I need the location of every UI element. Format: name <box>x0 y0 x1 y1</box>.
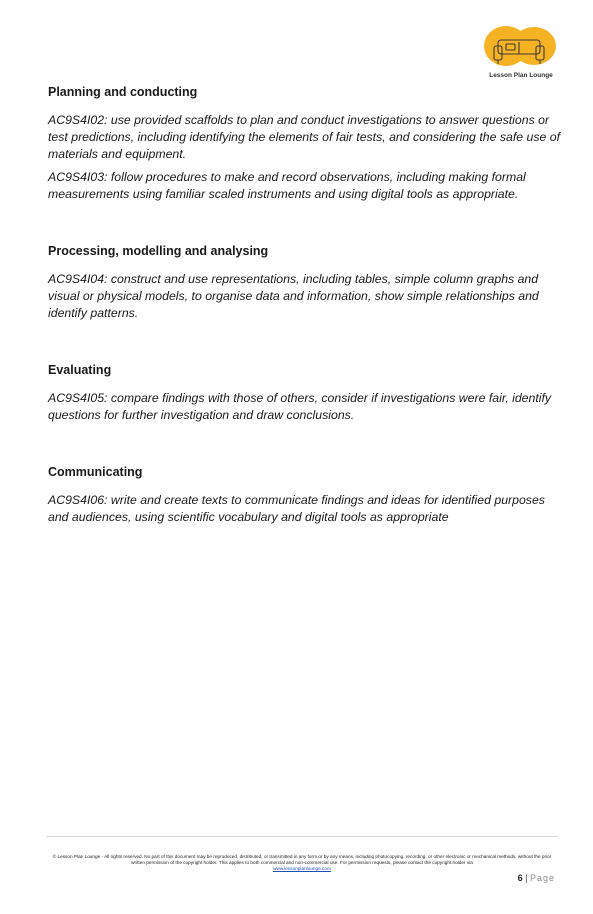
logo-text: Lesson Plan Lounge <box>489 72 553 79</box>
footer-divider <box>46 836 558 837</box>
page-number <box>518 873 555 883</box>
curriculum-code-paragraph: AC9S4I05: compare findings with those of others, consider if investigations were fair, identify questions for further investigation and draw conclusions. <box>48 391 552 422</box>
section-heading: Processing, modelling and analysing <box>48 244 269 258</box>
section-heading: Evaluating <box>48 363 112 377</box>
section-heading: Planning and conducting <box>48 85 198 99</box>
page-separator: | <box>525 873 528 883</box>
sofa-logo-icon <box>484 24 558 72</box>
website-link[interactable]: www.lessonplanlounge.com <box>273 866 331 872</box>
section-planning <box>48 84 560 203</box>
curriculum-code-paragraph: AC9S4I03: follow procedures to make and record observations, including making formal measurements using familiar scaled instruments and using digital tools as appropriate. <box>48 170 526 201</box>
footer-copyright <box>48 854 556 873</box>
copyright-text: © Lesson Plan Lounge - All rights reserved. No part of this document may be reproduced, distributed, or transmitted in any form or by any means, including photocopying, recording, or other electronic or mechanical methods, without the prior written permission of the copyright holder. This applies to both commercial and non-commercial use. For permission requests, please contact the copyright holder via <box>52 854 552 866</box>
section-heading: Communicating <box>48 465 143 479</box>
section-evaluating <box>48 362 560 424</box>
section-processing <box>48 243 560 322</box>
lesson-plan-lounge-logo <box>484 24 558 86</box>
page-label: Page <box>529 873 555 883</box>
curriculum-code-paragraph: AC9S4I06: write and create texts to communicate findings and ideas for identified purposes and audiences, using scientific vocabulary and digital tools as appropriate <box>48 493 545 524</box>
curriculum-code-paragraph: AC9S4I04: construct and use representations, including tables, simple column graphs and visual or physical models, to organise data and information, show simple relationships and identify patterns. <box>48 272 539 320</box>
page-number-value: 6 <box>517 873 523 883</box>
document-body <box>48 84 560 532</box>
curriculum-code-paragraph: AC9S4I02: use provided scaffolds to plan and conduct investigations to answer questions or test predictions, including identifying the elements of fair tests, and considering the safe use of materials and equipment. <box>48 113 560 161</box>
section-communicating <box>48 464 560 526</box>
